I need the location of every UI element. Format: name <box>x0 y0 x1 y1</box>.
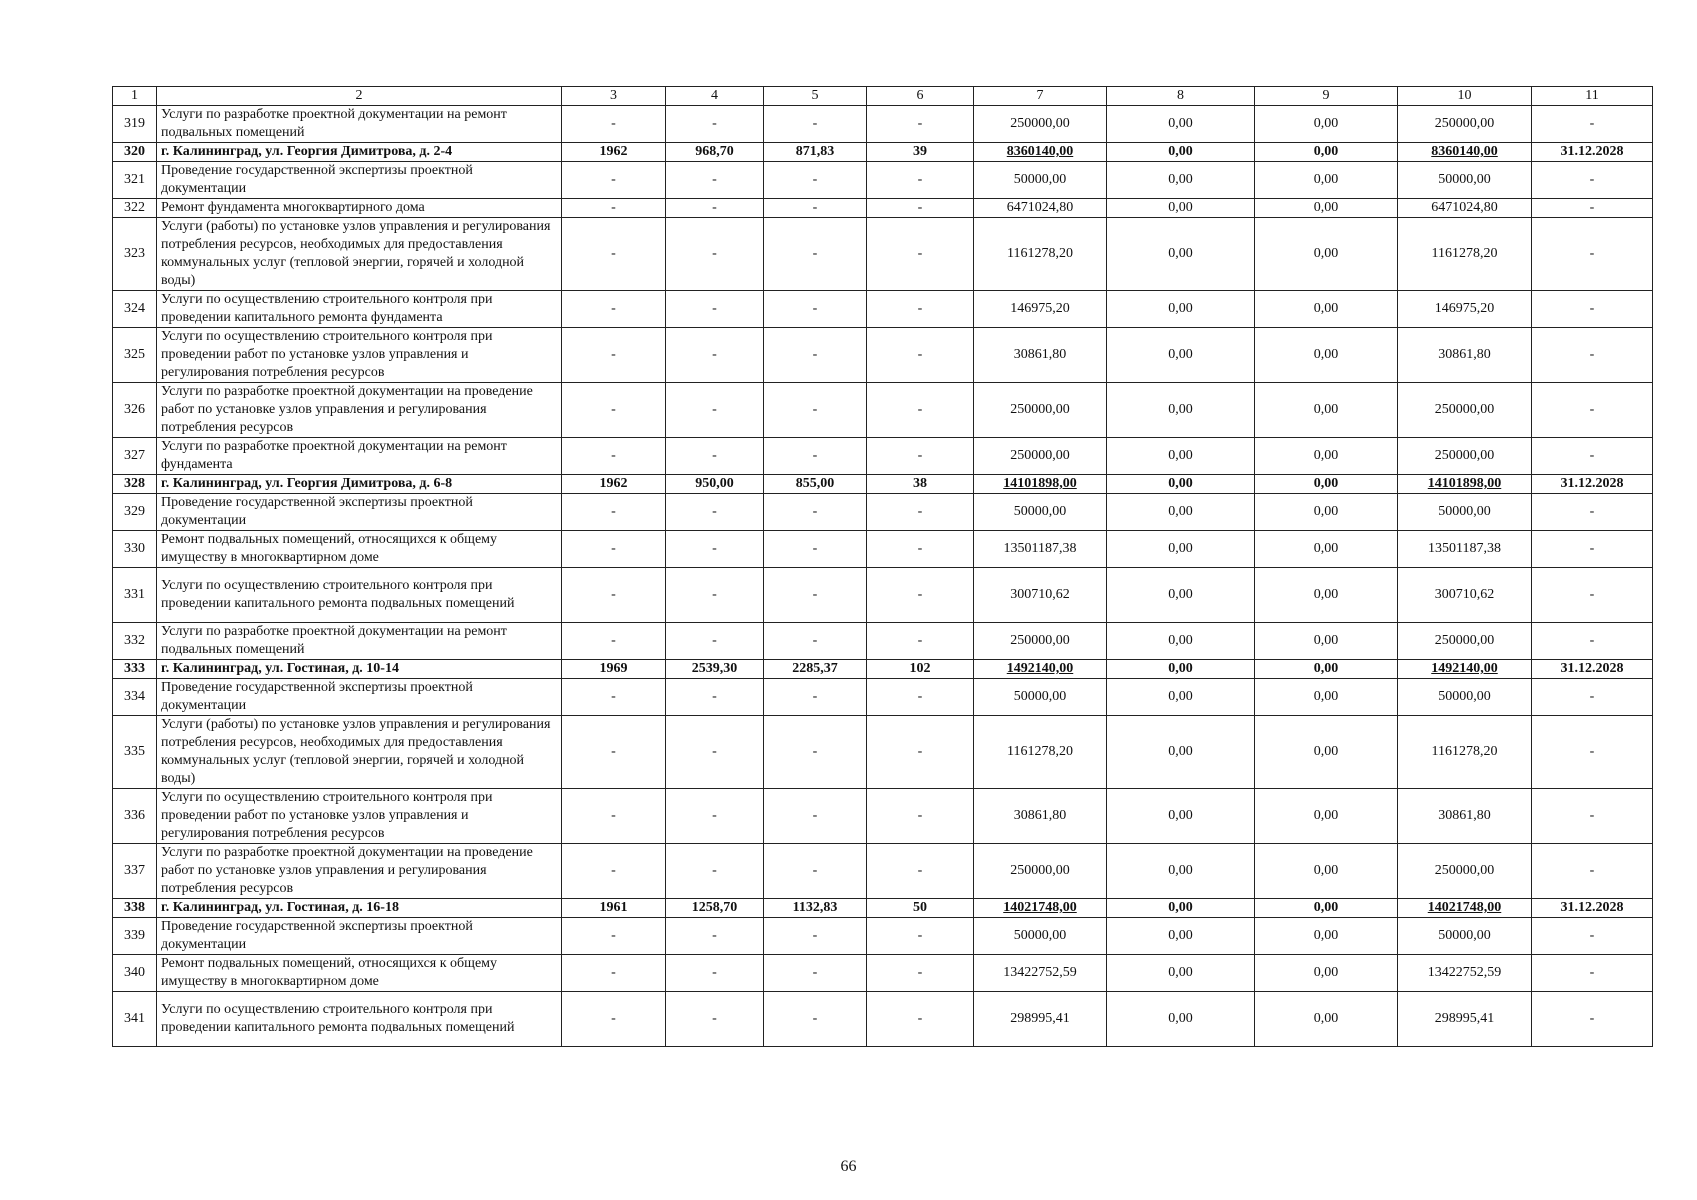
cost-col10-cell: 50000,00 <box>1398 162 1532 199</box>
cost-col9-cell: 0,00 <box>1255 383 1398 438</box>
work-description: Услуги по разработке проектной документации на ремонт подвальных помещений <box>157 623 562 660</box>
total-cost-cell: 1161278,20 <box>974 218 1107 291</box>
area-living-cell: - <box>764 716 867 789</box>
table-row <box>113 992 1653 1047</box>
total-cost-cell: 50000,00 <box>974 679 1107 716</box>
row-number: 340 <box>113 955 157 992</box>
residents-cell: - <box>867 162 974 199</box>
total-cost-cell: 250000,00 <box>974 106 1107 143</box>
work-description: Проведение государственной экспертизы проектной документации <box>157 494 562 531</box>
total-cost-cell: 14021748,00 <box>974 899 1107 918</box>
area-cell: 950,00 <box>666 475 764 494</box>
table-row <box>113 568 1653 623</box>
area-living-cell: - <box>764 679 867 716</box>
year-cell: - <box>562 494 666 531</box>
residents-cell: 50 <box>867 899 974 918</box>
work-description: Услуги по осуществлению строительного контроля при проведении работ по установке узлов управления и регулирования потребления ресурсов <box>157 328 562 383</box>
row-number: 337 <box>113 844 157 899</box>
year-cell: 1961 <box>562 899 666 918</box>
deadline-cell: 31.12.2028 <box>1532 899 1653 918</box>
area-living-cell: - <box>764 531 867 568</box>
area-living-cell: - <box>764 162 867 199</box>
table-row <box>113 438 1653 475</box>
total-cost-cell: 250000,00 <box>974 623 1107 660</box>
area-living-cell: - <box>764 844 867 899</box>
cost-col10-cell: 250000,00 <box>1398 623 1532 660</box>
deadline-cell: - <box>1532 199 1653 218</box>
area-living-cell: - <box>764 218 867 291</box>
cost-col9-cell: 0,00 <box>1255 844 1398 899</box>
area-cell: - <box>666 162 764 199</box>
work-description: г. Калининград, ул. Георгия Димитрова, д. 6-8 <box>157 475 562 494</box>
area-cell: - <box>666 992 764 1047</box>
cost-col8-cell: 0,00 <box>1107 328 1255 383</box>
residents-cell: - <box>867 623 974 660</box>
cost-col8-cell: 0,00 <box>1107 143 1255 162</box>
column-header: 4 <box>666 87 764 106</box>
total-cost-cell: 250000,00 <box>974 383 1107 438</box>
cost-col8-cell: 0,00 <box>1107 844 1255 899</box>
area-cell: 2539,30 <box>666 660 764 679</box>
area-cell: - <box>666 291 764 328</box>
table-row <box>113 106 1653 143</box>
year-cell: - <box>562 383 666 438</box>
row-number: 332 <box>113 623 157 660</box>
area-cell: - <box>666 494 764 531</box>
residents-cell: - <box>867 328 974 383</box>
row-number: 324 <box>113 291 157 328</box>
total-cost-cell: 250000,00 <box>974 438 1107 475</box>
work-description: Услуги по осуществлению строительного контроля при проведении капитального ремонта подвальных помещений <box>157 568 562 623</box>
cost-col9-cell: 0,00 <box>1255 918 1398 955</box>
cost-col9-cell: 0,00 <box>1255 162 1398 199</box>
total-cost-cell: 298995,41 <box>974 992 1107 1047</box>
work-description: Услуги (работы) по установке узлов управления и регулирования потребления ресурсов, необходимых для предоставления коммунальных услуг (тепловой энергии, горячей и холодной воды) <box>157 716 562 789</box>
residents-cell: - <box>867 218 974 291</box>
year-cell: - <box>562 716 666 789</box>
cost-col9-cell: 0,00 <box>1255 955 1398 992</box>
work-description: Ремонт подвальных помещений, относящихся к общему имуществу в многоквартирном доме <box>157 531 562 568</box>
cost-col9-cell: 0,00 <box>1255 291 1398 328</box>
work-description: Услуги по осуществлению строительного контроля при проведении работ по установке узлов управления и регулирования потребления ресурсов <box>157 789 562 844</box>
area-cell: - <box>666 716 764 789</box>
cost-col10-cell: 250000,00 <box>1398 844 1532 899</box>
cost-col8-cell: 0,00 <box>1107 716 1255 789</box>
table-row <box>113 291 1653 328</box>
cost-col8-cell: 0,00 <box>1107 475 1255 494</box>
cost-col8-cell: 0,00 <box>1107 383 1255 438</box>
deadline-cell: 31.12.2028 <box>1532 660 1653 679</box>
year-cell: - <box>562 789 666 844</box>
deadline-cell: 31.12.2028 <box>1532 475 1653 494</box>
cost-col10-cell: 1161278,20 <box>1398 716 1532 789</box>
area-living-cell: - <box>764 438 867 475</box>
area-cell: - <box>666 568 764 623</box>
row-number: 328 <box>113 475 157 494</box>
year-cell: - <box>562 106 666 143</box>
column-header: 7 <box>974 87 1107 106</box>
row-number: 327 <box>113 438 157 475</box>
column-header: 8 <box>1107 87 1255 106</box>
cost-col10-cell: 30861,80 <box>1398 789 1532 844</box>
total-cost-cell: 50000,00 <box>974 918 1107 955</box>
row-number: 325 <box>113 328 157 383</box>
total-cost-cell: 250000,00 <box>974 844 1107 899</box>
row-number: 339 <box>113 918 157 955</box>
residents-cell: - <box>867 789 974 844</box>
table-row <box>113 716 1653 789</box>
residents-cell: - <box>867 955 974 992</box>
cost-col9-cell: 0,00 <box>1255 199 1398 218</box>
area-living-cell: 1132,83 <box>764 899 867 918</box>
residents-cell: - <box>867 494 974 531</box>
cost-col8-cell: 0,00 <box>1107 623 1255 660</box>
cost-col9-cell: 0,00 <box>1255 494 1398 531</box>
cost-col8-cell: 0,00 <box>1107 438 1255 475</box>
table-row <box>113 218 1653 291</box>
area-cell: - <box>666 623 764 660</box>
residents-cell: - <box>867 438 974 475</box>
year-cell: - <box>562 992 666 1047</box>
area-cell: 1258,70 <box>666 899 764 918</box>
residents-cell: 38 <box>867 475 974 494</box>
total-cost-cell: 30861,80 <box>974 789 1107 844</box>
row-number: 321 <box>113 162 157 199</box>
work-description: Услуги по разработке проектной документации на проведение работ по установке узлов управления и регулирования потребления ресурсов <box>157 383 562 438</box>
page-number: 66 <box>840 1158 857 1175</box>
work-description: Проведение государственной экспертизы проектной документации <box>157 918 562 955</box>
year-cell: - <box>562 955 666 992</box>
cost-col8-cell: 0,00 <box>1107 992 1255 1047</box>
column-header: 9 <box>1255 87 1398 106</box>
year-cell: 1969 <box>562 660 666 679</box>
residents-cell: - <box>867 291 974 328</box>
cost-col10-cell: 298995,41 <box>1398 992 1532 1047</box>
cost-col9-cell: 0,00 <box>1255 992 1398 1047</box>
residents-cell: - <box>867 106 974 143</box>
area-cell: - <box>666 383 764 438</box>
work-description: Услуги по разработке проектной документации на ремонт подвальных помещений <box>157 106 562 143</box>
row-number: 329 <box>113 494 157 531</box>
row-number: 341 <box>113 992 157 1047</box>
area-living-cell: - <box>764 383 867 438</box>
year-cell: - <box>562 531 666 568</box>
table-row <box>113 789 1653 844</box>
deadline-cell: - <box>1532 992 1653 1047</box>
deadline-cell: - <box>1532 955 1653 992</box>
column-header: 11 <box>1532 87 1653 106</box>
residents-cell: - <box>867 679 974 716</box>
area-living-cell: - <box>764 291 867 328</box>
total-cost-cell: 50000,00 <box>974 162 1107 199</box>
area-cell: 968,70 <box>666 143 764 162</box>
year-cell: - <box>562 328 666 383</box>
cost-col9-cell: 0,00 <box>1255 106 1398 143</box>
row-number: 338 <box>113 899 157 918</box>
deadline-cell: - <box>1532 679 1653 716</box>
column-number-header-row <box>113 87 1653 106</box>
deadline-cell: - <box>1532 438 1653 475</box>
area-cell: - <box>666 679 764 716</box>
row-number: 319 <box>113 106 157 143</box>
column-header: 1 <box>113 87 157 106</box>
area-living-cell: - <box>764 199 867 218</box>
year-cell: - <box>562 199 666 218</box>
area-living-cell: - <box>764 918 867 955</box>
total-cost-cell: 30861,80 <box>974 328 1107 383</box>
year-cell: - <box>562 218 666 291</box>
work-description: Ремонт фундамента многоквартирного дома <box>157 199 562 218</box>
total-cost-cell: 14101898,00 <box>974 475 1107 494</box>
area-living-cell: - <box>764 494 867 531</box>
cost-col9-cell: 0,00 <box>1255 531 1398 568</box>
cost-col10-cell: 14021748,00 <box>1398 899 1532 918</box>
cost-col10-cell: 50000,00 <box>1398 679 1532 716</box>
cost-col10-cell: 250000,00 <box>1398 106 1532 143</box>
year-cell: - <box>562 679 666 716</box>
cost-col9-cell: 0,00 <box>1255 475 1398 494</box>
table-body <box>113 87 1653 1047</box>
deadline-cell: - <box>1532 844 1653 899</box>
area-living-cell: - <box>764 992 867 1047</box>
cost-col8-cell: 0,00 <box>1107 494 1255 531</box>
year-cell: 1962 <box>562 143 666 162</box>
residents-cell: - <box>867 844 974 899</box>
total-cost-cell: 8360140,00 <box>974 143 1107 162</box>
cost-col8-cell: 0,00 <box>1107 955 1255 992</box>
address-row <box>113 660 1653 679</box>
deadline-cell: - <box>1532 383 1653 438</box>
cost-col10-cell: 250000,00 <box>1398 383 1532 438</box>
area-living-cell: 855,00 <box>764 475 867 494</box>
column-header: 2 <box>157 87 562 106</box>
total-cost-cell: 6471024,80 <box>974 199 1107 218</box>
deadline-cell: - <box>1532 623 1653 660</box>
year-cell: - <box>562 918 666 955</box>
cost-col9-cell: 0,00 <box>1255 568 1398 623</box>
row-number: 336 <box>113 789 157 844</box>
cost-col8-cell: 0,00 <box>1107 918 1255 955</box>
cost-col10-cell: 50000,00 <box>1398 494 1532 531</box>
cost-col10-cell: 13422752,59 <box>1398 955 1532 992</box>
cost-col9-cell: 0,00 <box>1255 679 1398 716</box>
work-description: г. Калининград, ул. Гостиная, д. 10-14 <box>157 660 562 679</box>
cost-col10-cell: 50000,00 <box>1398 918 1532 955</box>
total-cost-cell: 13501187,38 <box>974 531 1107 568</box>
cost-col8-cell: 0,00 <box>1107 660 1255 679</box>
cost-col10-cell: 6471024,80 <box>1398 199 1532 218</box>
row-number: 334 <box>113 679 157 716</box>
cost-col10-cell: 146975,20 <box>1398 291 1532 328</box>
area-cell: - <box>666 918 764 955</box>
cost-col8-cell: 0,00 <box>1107 899 1255 918</box>
residents-cell: - <box>867 531 974 568</box>
cost-col10-cell: 30861,80 <box>1398 328 1532 383</box>
table-row <box>113 623 1653 660</box>
area-living-cell: 871,83 <box>764 143 867 162</box>
total-cost-cell: 146975,20 <box>974 291 1107 328</box>
total-cost-cell: 13422752,59 <box>974 955 1107 992</box>
area-cell: - <box>666 199 764 218</box>
work-description: Ремонт подвальных помещений, относящихся к общему имуществу в многоквартирном доме <box>157 955 562 992</box>
table-row <box>113 199 1653 218</box>
residents-cell: 102 <box>867 660 974 679</box>
cost-col8-cell: 0,00 <box>1107 162 1255 199</box>
cost-col9-cell: 0,00 <box>1255 143 1398 162</box>
area-living-cell: - <box>764 623 867 660</box>
row-number: 335 <box>113 716 157 789</box>
year-cell: 1962 <box>562 475 666 494</box>
row-number: 320 <box>113 143 157 162</box>
cost-col9-cell: 0,00 <box>1255 623 1398 660</box>
cost-col10-cell: 13501187,38 <box>1398 531 1532 568</box>
row-number: 330 <box>113 531 157 568</box>
cost-col10-cell: 300710,62 <box>1398 568 1532 623</box>
work-description: Проведение государственной экспертизы проектной документации <box>157 679 562 716</box>
area-cell: - <box>666 844 764 899</box>
area-living-cell: - <box>764 789 867 844</box>
cost-col8-cell: 0,00 <box>1107 106 1255 143</box>
deadline-cell: - <box>1532 568 1653 623</box>
cost-col9-cell: 0,00 <box>1255 328 1398 383</box>
cost-col9-cell: 0,00 <box>1255 438 1398 475</box>
area-cell: - <box>666 955 764 992</box>
work-description: Услуги (работы) по установке узлов управления и регулирования потребления ресурсов, необходимых для предоставления коммунальных услуг (тепловой энергии, горячей и холодной воды) <box>157 218 562 291</box>
column-header: 6 <box>867 87 974 106</box>
year-cell: - <box>562 162 666 199</box>
table-row <box>113 955 1653 992</box>
work-description: г. Калининград, ул. Гостиная, д. 16-18 <box>157 899 562 918</box>
cost-col10-cell: 1492140,00 <box>1398 660 1532 679</box>
table-row <box>113 328 1653 383</box>
residents-cell: - <box>867 918 974 955</box>
cost-col8-cell: 0,00 <box>1107 218 1255 291</box>
address-row <box>113 475 1653 494</box>
total-cost-cell: 300710,62 <box>974 568 1107 623</box>
cost-col9-cell: 0,00 <box>1255 789 1398 844</box>
cost-col8-cell: 0,00 <box>1107 291 1255 328</box>
works-table <box>112 86 1653 1047</box>
cost-col9-cell: 0,00 <box>1255 660 1398 679</box>
cost-col8-cell: 0,00 <box>1107 568 1255 623</box>
total-cost-cell: 1161278,20 <box>974 716 1107 789</box>
cost-col9-cell: 0,00 <box>1255 899 1398 918</box>
deadline-cell: - <box>1532 162 1653 199</box>
work-description: Услуги по разработке проектной документации на ремонт фундамента <box>157 438 562 475</box>
area-cell: - <box>666 789 764 844</box>
residents-cell: - <box>867 992 974 1047</box>
table-row <box>113 383 1653 438</box>
table-row <box>113 679 1653 716</box>
deadline-cell: - <box>1532 106 1653 143</box>
row-number: 331 <box>113 568 157 623</box>
table-row <box>113 844 1653 899</box>
work-description: Услуги по осуществлению строительного контроля при проведении капитального ремонта фундамента <box>157 291 562 328</box>
table-row <box>113 531 1653 568</box>
area-living-cell: - <box>764 328 867 383</box>
cost-col10-cell: 1161278,20 <box>1398 218 1532 291</box>
area-cell: - <box>666 106 764 143</box>
deadline-cell: - <box>1532 716 1653 789</box>
work-description: Услуги по разработке проектной документации на проведение работ по установке узлов управления и регулирования потребления ресурсов <box>157 844 562 899</box>
work-description: г. Калининград, ул. Георгия Димитрова, д. 2-4 <box>157 143 562 162</box>
year-cell: - <box>562 438 666 475</box>
table-row <box>113 918 1653 955</box>
deadline-cell: - <box>1532 218 1653 291</box>
row-number: 333 <box>113 660 157 679</box>
deadline-cell: - <box>1532 918 1653 955</box>
cost-col8-cell: 0,00 <box>1107 531 1255 568</box>
row-number: 323 <box>113 218 157 291</box>
deadline-cell: 31.12.2028 <box>1532 143 1653 162</box>
total-cost-cell: 1492140,00 <box>974 660 1107 679</box>
area-cell: - <box>666 531 764 568</box>
cost-col10-cell: 14101898,00 <box>1398 475 1532 494</box>
address-row <box>113 143 1653 162</box>
cost-col9-cell: 0,00 <box>1255 716 1398 789</box>
year-cell: - <box>562 291 666 328</box>
row-number: 322 <box>113 199 157 218</box>
column-header: 10 <box>1398 87 1532 106</box>
residents-cell: - <box>867 568 974 623</box>
table-row <box>113 162 1653 199</box>
deadline-cell: - <box>1532 328 1653 383</box>
area-living-cell: 2285,37 <box>764 660 867 679</box>
residents-cell: - <box>867 383 974 438</box>
column-header: 3 <box>562 87 666 106</box>
address-row <box>113 899 1653 918</box>
cost-col8-cell: 0,00 <box>1107 679 1255 716</box>
column-header: 5 <box>764 87 867 106</box>
cost-col8-cell: 0,00 <box>1107 789 1255 844</box>
deadline-cell: - <box>1532 291 1653 328</box>
year-cell: - <box>562 844 666 899</box>
area-cell: - <box>666 328 764 383</box>
total-cost-cell: 50000,00 <box>974 494 1107 531</box>
deadline-cell: - <box>1532 531 1653 568</box>
cost-col8-cell: 0,00 <box>1107 199 1255 218</box>
area-living-cell: - <box>764 106 867 143</box>
cost-col10-cell: 8360140,00 <box>1398 143 1532 162</box>
area-living-cell: - <box>764 568 867 623</box>
cost-col10-cell: 250000,00 <box>1398 438 1532 475</box>
year-cell: - <box>562 568 666 623</box>
area-cell: - <box>666 218 764 291</box>
row-number: 326 <box>113 383 157 438</box>
residents-cell: - <box>867 716 974 789</box>
residents-cell: 39 <box>867 143 974 162</box>
area-cell: - <box>666 438 764 475</box>
year-cell: - <box>562 623 666 660</box>
deadline-cell: - <box>1532 789 1653 844</box>
table-row <box>113 494 1653 531</box>
work-description: Услуги по осуществлению строительного контроля при проведении капитального ремонта подвальных помещений <box>157 992 562 1047</box>
residents-cell: - <box>867 199 974 218</box>
cost-col9-cell: 0,00 <box>1255 218 1398 291</box>
work-description: Проведение государственной экспертизы проектной документации <box>157 162 562 199</box>
deadline-cell: - <box>1532 494 1653 531</box>
area-living-cell: - <box>764 955 867 992</box>
